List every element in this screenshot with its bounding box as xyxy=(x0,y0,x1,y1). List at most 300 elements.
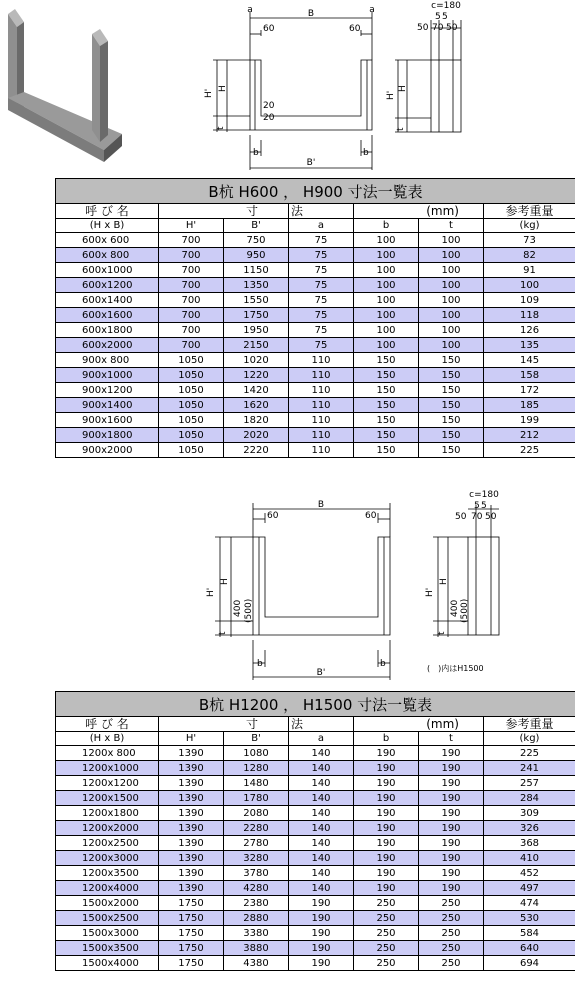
table-row xyxy=(56,293,575,308)
table-cell: 700 xyxy=(159,308,224,323)
table-cell: 700 xyxy=(159,323,224,338)
table-cell: 140 xyxy=(289,791,354,806)
table-cell: 1200x1800 xyxy=(56,806,159,821)
table-cell: 1200x2500 xyxy=(56,836,159,851)
side-50b: 50 xyxy=(446,23,458,33)
dim-H-prime: H' xyxy=(204,88,214,98)
table-cell: 452 xyxy=(484,866,575,881)
header2-sun: 寸 xyxy=(159,717,289,732)
dim-60-left: 60 xyxy=(263,24,275,34)
table-cell: 190 xyxy=(419,866,484,881)
table-cell: 600x1200 xyxy=(56,278,159,293)
table-cell: 900x1400 xyxy=(56,398,159,413)
table-cell: 1200x4000 xyxy=(56,881,159,896)
header2-col-b: b xyxy=(354,732,419,746)
header-col-b: b xyxy=(354,219,419,233)
table-row xyxy=(56,443,575,458)
table-cell: 600x1000 xyxy=(56,263,159,278)
table-cell: 1200x1500 xyxy=(56,791,159,806)
side-5b: 5 xyxy=(442,12,448,22)
table-cell: 1050 xyxy=(159,353,224,368)
side-50a: 50 xyxy=(417,23,429,33)
table-cell: 1500x3500 xyxy=(56,941,159,956)
table-cell: 700 xyxy=(159,263,224,278)
header-mm: (mm) xyxy=(354,204,484,219)
header2-hou: 法 xyxy=(289,717,354,732)
table-cell: 309 xyxy=(484,806,575,821)
table-cell: 700 xyxy=(159,233,224,248)
spec-table-h1200-h1500 xyxy=(55,691,575,971)
table-row xyxy=(56,746,575,761)
table-cell: 100 xyxy=(419,323,484,338)
table-cell: 126 xyxy=(484,323,575,338)
dim-60-right: 60 xyxy=(349,24,361,34)
dim-b-left: b xyxy=(253,148,259,158)
table-cell: 3380 xyxy=(224,926,289,941)
side2-t: t xyxy=(437,631,447,635)
header-name-sub: (H x B) xyxy=(56,219,159,233)
table-cell: 190 xyxy=(289,956,354,971)
table-cell: 140 xyxy=(289,866,354,881)
table-cell: 75 xyxy=(289,308,354,323)
dim2-500: (500) xyxy=(244,598,254,623)
dim-b-right: b xyxy=(363,148,369,158)
table-cell: 1390 xyxy=(159,806,224,821)
table-row xyxy=(56,428,575,443)
table-cell: 190 xyxy=(354,836,419,851)
table-cell: 1050 xyxy=(159,368,224,383)
table-cell: 190 xyxy=(354,821,419,836)
table-cell: 100 xyxy=(484,278,575,293)
table-cell: 190 xyxy=(419,746,484,761)
table-cell: 1480 xyxy=(224,776,289,791)
table-cell: 1200x1200 xyxy=(56,776,159,791)
header-weight-unit: (kg) xyxy=(484,219,575,233)
table-cell: 190 xyxy=(419,881,484,896)
table-cell: 140 xyxy=(289,821,354,836)
table-row xyxy=(56,956,575,971)
table-cell: 100 xyxy=(419,293,484,308)
table2-title: B杭 H1200 ， H1500 寸法一覧表 xyxy=(56,692,575,717)
table-cell: 1390 xyxy=(159,836,224,851)
table-row xyxy=(56,353,575,368)
table-cell: 1200x3000 xyxy=(56,851,159,866)
table-cell: 190 xyxy=(289,896,354,911)
table-cell: 190 xyxy=(419,806,484,821)
header-col-hp: H' xyxy=(159,219,224,233)
table-row xyxy=(56,896,575,911)
table-cell: 110 xyxy=(289,413,354,428)
table-cell: 190 xyxy=(354,746,419,761)
table-cell: 190 xyxy=(289,911,354,926)
table-cell: 75 xyxy=(289,323,354,338)
dim2-b-right: b xyxy=(380,659,386,669)
table-cell: 250 xyxy=(354,926,419,941)
table-row xyxy=(56,866,575,881)
table-cell: 1280 xyxy=(224,761,289,776)
table-cell: 190 xyxy=(289,926,354,941)
table-cell: 100 xyxy=(419,308,484,323)
table-cell: 1390 xyxy=(159,851,224,866)
table-cell: 110 xyxy=(289,428,354,443)
table-cell: 190 xyxy=(419,791,484,806)
table-cell: 700 xyxy=(159,293,224,308)
table-cell: 150 xyxy=(354,398,419,413)
table-cell: 100 xyxy=(354,308,419,323)
table-cell: 3780 xyxy=(224,866,289,881)
table-cell: 900x1600 xyxy=(56,413,159,428)
table-row xyxy=(56,911,575,926)
table-cell: 1200x1000 xyxy=(56,761,159,776)
header2-col-t: t xyxy=(419,732,484,746)
table-cell: 600x1600 xyxy=(56,308,159,323)
table-cell: 900x 800 xyxy=(56,353,159,368)
table-cell: 190 xyxy=(419,761,484,776)
table-cell: 1350 xyxy=(224,278,289,293)
side2-50a: 50 xyxy=(455,512,467,522)
table-cell: 150 xyxy=(354,353,419,368)
table-cell: 750 xyxy=(224,233,289,248)
table-cell: 1050 xyxy=(159,443,224,458)
table-row xyxy=(56,263,575,278)
table-cell: 150 xyxy=(419,413,484,428)
dim2-b-left: b xyxy=(257,659,263,669)
table-cell: 600x1800 xyxy=(56,323,159,338)
side2-H: H xyxy=(439,578,449,585)
table-cell: 2150 xyxy=(224,338,289,353)
table-cell: 190 xyxy=(354,776,419,791)
table-cell: 1050 xyxy=(159,428,224,443)
table-cell: 1750 xyxy=(159,896,224,911)
table-cell: 190 xyxy=(419,776,484,791)
table-cell: 1390 xyxy=(159,866,224,881)
table-cell: 225 xyxy=(484,746,575,761)
table-cell: 1390 xyxy=(159,776,224,791)
side2-5b: 5 xyxy=(481,501,487,511)
table-cell: 225 xyxy=(484,443,575,458)
table-cell: 640 xyxy=(484,941,575,956)
side-t: t xyxy=(396,127,406,131)
side2-70: 70 xyxy=(471,512,483,522)
table-cell: 4280 xyxy=(224,881,289,896)
dim-a-left: a xyxy=(247,5,253,15)
dim2-400: 400 xyxy=(233,599,243,617)
side2-500: (500) xyxy=(460,598,470,623)
table-cell: 110 xyxy=(289,443,354,458)
table-cell: 75 xyxy=(289,248,354,263)
dim2-H: H xyxy=(220,578,230,585)
table-cell: 150 xyxy=(419,428,484,443)
table-cell: 100 xyxy=(419,338,484,353)
table-cell: 1080 xyxy=(224,746,289,761)
dim2-60-left: 60 xyxy=(267,511,279,521)
table-row xyxy=(56,248,575,263)
table-cell: 1390 xyxy=(159,821,224,836)
table-cell: 326 xyxy=(484,821,575,836)
table-cell: 75 xyxy=(289,263,354,278)
table-cell: 190 xyxy=(289,941,354,956)
table-cell: 2020 xyxy=(224,428,289,443)
table-cell: 600x 800 xyxy=(56,248,159,263)
table-cell: 250 xyxy=(419,911,484,926)
table-cell: 1820 xyxy=(224,413,289,428)
table-cell: 150 xyxy=(354,443,419,458)
product-3d-render xyxy=(0,0,130,170)
table-cell: 1550 xyxy=(224,293,289,308)
table-cell: 110 xyxy=(289,398,354,413)
table-row xyxy=(56,821,575,836)
header2-weight-unit: (kg) xyxy=(484,732,575,746)
table-cell: 110 xyxy=(289,368,354,383)
table-cell: 212 xyxy=(484,428,575,443)
table-cell: 150 xyxy=(419,398,484,413)
header2-col-a: a xyxy=(289,732,354,746)
side-70: 70 xyxy=(432,23,444,33)
table-cell: 190 xyxy=(419,836,484,851)
table-cell: 368 xyxy=(484,836,575,851)
table-cell: 4380 xyxy=(224,956,289,971)
table-cell: 140 xyxy=(289,836,354,851)
dim2-B: B xyxy=(317,500,325,510)
side-H-prime: H' xyxy=(386,90,396,100)
header-col-a: a xyxy=(289,219,354,233)
table-cell: 140 xyxy=(289,746,354,761)
table-row xyxy=(56,233,575,248)
table-cell: 950 xyxy=(224,248,289,263)
table-cell: 250 xyxy=(354,896,419,911)
table-cell: 700 xyxy=(159,338,224,353)
table-cell: 900x1000 xyxy=(56,368,159,383)
side2-H-prime: H' xyxy=(425,587,435,597)
table-cell: 150 xyxy=(354,413,419,428)
side-c: c=180 xyxy=(431,1,461,11)
header-hou: 法 xyxy=(289,204,354,219)
table-cell: 1620 xyxy=(224,398,289,413)
spec-table-h600-h900 xyxy=(55,178,575,458)
table-cell: 1750 xyxy=(224,308,289,323)
header-col-bp: B' xyxy=(224,219,289,233)
table-cell: 250 xyxy=(354,911,419,926)
table-cell: 190 xyxy=(354,866,419,881)
table-row xyxy=(56,308,575,323)
table-cell: 190 xyxy=(419,851,484,866)
table-cell: 75 xyxy=(289,338,354,353)
table-cell: 2380 xyxy=(224,896,289,911)
table-cell: 109 xyxy=(484,293,575,308)
side-H: H xyxy=(398,85,408,92)
table-cell: 474 xyxy=(484,896,575,911)
table-cell: 190 xyxy=(354,761,419,776)
table-cell: 250 xyxy=(419,941,484,956)
table-cell: 900x1800 xyxy=(56,428,159,443)
table-cell: 1200x3500 xyxy=(56,866,159,881)
table-cell: 600x 600 xyxy=(56,233,159,248)
table-cell: 1200x 800 xyxy=(56,746,159,761)
table-cell: 584 xyxy=(484,926,575,941)
table-row xyxy=(56,776,575,791)
table-cell: 150 xyxy=(419,368,484,383)
dim2-B-prime: B' xyxy=(316,668,326,678)
table-cell: 100 xyxy=(419,263,484,278)
table-cell: 140 xyxy=(289,761,354,776)
table-cell: 185 xyxy=(484,398,575,413)
table-cell: 1390 xyxy=(159,881,224,896)
table-cell: 150 xyxy=(354,368,419,383)
header2-col-bp: B' xyxy=(224,732,289,746)
table-cell: 75 xyxy=(289,293,354,308)
table-cell: 1500x3000 xyxy=(56,926,159,941)
table-cell: 150 xyxy=(354,383,419,398)
table-cell: 158 xyxy=(484,368,575,383)
dim-20a: 20 xyxy=(263,101,275,111)
table-cell: 3280 xyxy=(224,851,289,866)
table-cell: 100 xyxy=(354,248,419,263)
table-cell: 1020 xyxy=(224,353,289,368)
table-cell: 1050 xyxy=(159,383,224,398)
table-cell: 1500x2000 xyxy=(56,896,159,911)
table-cell: 190 xyxy=(354,806,419,821)
table-row xyxy=(56,323,575,338)
table-cell: 257 xyxy=(484,776,575,791)
table-cell: 1050 xyxy=(159,413,224,428)
dim-B: B xyxy=(307,9,315,19)
table-cell: 900x1200 xyxy=(56,383,159,398)
table-row xyxy=(56,806,575,821)
table-cell: 250 xyxy=(419,956,484,971)
table-cell: 75 xyxy=(289,233,354,248)
table-cell: 100 xyxy=(354,293,419,308)
table-cell: 140 xyxy=(289,851,354,866)
table-row xyxy=(56,851,575,866)
table-cell: 1050 xyxy=(159,398,224,413)
table-row xyxy=(56,836,575,851)
table-cell: 700 xyxy=(159,248,224,263)
table-cell: 600x2000 xyxy=(56,338,159,353)
side2-400: 400 xyxy=(450,599,460,617)
dim2-t: t xyxy=(218,631,228,635)
side2-5a: 5 xyxy=(474,501,480,511)
table-cell: 1420 xyxy=(224,383,289,398)
table-cell: 410 xyxy=(484,851,575,866)
table-cell: 100 xyxy=(354,278,419,293)
table-cell: 150 xyxy=(354,428,419,443)
table-cell: 150 xyxy=(419,383,484,398)
table-cell: 1750 xyxy=(159,941,224,956)
table-cell: 135 xyxy=(484,338,575,353)
table-cell: 600x1400 xyxy=(56,293,159,308)
table-row xyxy=(56,368,575,383)
table-row xyxy=(56,881,575,896)
table-cell: 199 xyxy=(484,413,575,428)
table-cell: 75 xyxy=(289,278,354,293)
table-cell: 1780 xyxy=(224,791,289,806)
table-cell: 2220 xyxy=(224,443,289,458)
table-row xyxy=(56,398,575,413)
side2-c: c=180 xyxy=(469,490,499,500)
side2-50b: 50 xyxy=(485,512,497,522)
table-cell: 1750 xyxy=(159,926,224,941)
table-cell: 110 xyxy=(289,353,354,368)
table-cell: 140 xyxy=(289,881,354,896)
table-cell: 140 xyxy=(289,776,354,791)
table-cell: 100 xyxy=(354,233,419,248)
dim-H: H xyxy=(218,85,228,92)
table-row xyxy=(56,761,575,776)
dim-20b: 20 xyxy=(263,113,275,123)
table-cell: 1500x4000 xyxy=(56,956,159,971)
header2-name: 呼 び 名 xyxy=(56,717,159,732)
table-row xyxy=(56,791,575,806)
table-row xyxy=(56,413,575,428)
table-cell: 1750 xyxy=(159,956,224,971)
table-cell: 1390 xyxy=(159,791,224,806)
table-cell: 150 xyxy=(419,353,484,368)
table-cell: 3880 xyxy=(224,941,289,956)
header-weight: 参考重量 xyxy=(484,204,575,219)
dim2-60-right: 60 xyxy=(365,511,377,521)
table-cell: 241 xyxy=(484,761,575,776)
table-cell: 110 xyxy=(289,383,354,398)
table-row xyxy=(56,941,575,956)
dim-a-right: a xyxy=(369,5,375,15)
table-cell: 1220 xyxy=(224,368,289,383)
table-cell: 190 xyxy=(354,881,419,896)
table-cell: 82 xyxy=(484,248,575,263)
table-row xyxy=(56,338,575,353)
header-col-t: t xyxy=(419,219,484,233)
table-cell: 190 xyxy=(354,791,419,806)
dim2-note: ( )内はH1500 xyxy=(427,664,484,673)
table-cell: 1150 xyxy=(224,263,289,278)
table-cell: 1950 xyxy=(224,323,289,338)
table-cell: 2880 xyxy=(224,911,289,926)
side-5a: 5 xyxy=(435,12,441,22)
table-cell: 145 xyxy=(484,353,575,368)
table-cell: 2780 xyxy=(224,836,289,851)
table-cell: 172 xyxy=(484,383,575,398)
table-cell: 1390 xyxy=(159,761,224,776)
header-sun: 寸 xyxy=(159,204,289,219)
header2-mm: (mm) xyxy=(354,717,484,732)
header2-name-sub: (H x B) xyxy=(56,732,159,746)
header-name: 呼 び 名 xyxy=(56,204,159,219)
table-cell: 150 xyxy=(419,443,484,458)
table-cell: 284 xyxy=(484,791,575,806)
table-cell: 250 xyxy=(419,896,484,911)
table-cell: 694 xyxy=(484,956,575,971)
table-cell: 530 xyxy=(484,911,575,926)
table-cell: 2280 xyxy=(224,821,289,836)
table-cell: 190 xyxy=(419,821,484,836)
dimension-drawing-h600-h900 xyxy=(195,0,480,178)
table-cell: 140 xyxy=(289,806,354,821)
header2-weight: 参考重量 xyxy=(484,717,575,732)
table-cell: 900x2000 xyxy=(56,443,159,458)
table-cell: 73 xyxy=(484,233,575,248)
table-cell: 497 xyxy=(484,881,575,896)
dim-B-prime: B' xyxy=(306,158,316,168)
table-cell: 250 xyxy=(419,926,484,941)
table-title: B杭 H600 ， H900 寸法一覧表 xyxy=(56,179,575,204)
table-cell: 190 xyxy=(354,851,419,866)
table-cell: 700 xyxy=(159,278,224,293)
table-cell: 1390 xyxy=(159,746,224,761)
table-cell: 100 xyxy=(354,338,419,353)
table-cell: 2080 xyxy=(224,806,289,821)
table-row xyxy=(56,926,575,941)
dimension-drawing-h1200-h1500 xyxy=(195,485,515,688)
table-cell: 118 xyxy=(484,308,575,323)
